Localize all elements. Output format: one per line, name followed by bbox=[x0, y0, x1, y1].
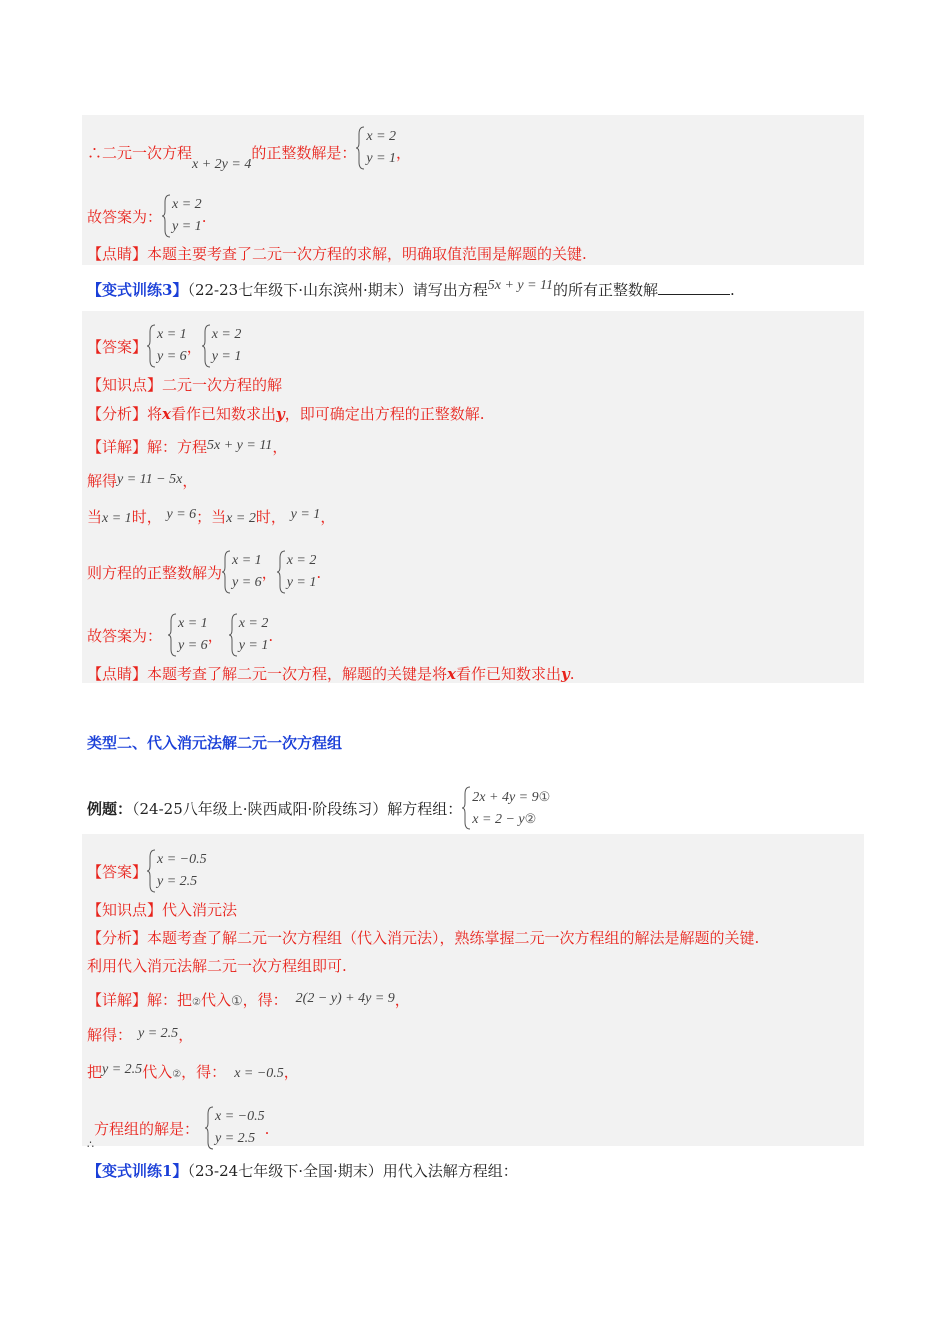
equation-system: x = 2 y = 1 bbox=[229, 613, 269, 657]
equation-system: x = 1 y = 6 bbox=[222, 550, 262, 594]
case-line: 当x = 1时， y = 6；当x = 2时， y = 1， bbox=[87, 507, 336, 526]
equation-system: x = 2 y = 1 bbox=[277, 550, 317, 594]
final-solution-line: ∴方程组的解是： x = −0.5 y = 2.5 . bbox=[87, 1108, 269, 1152]
conclusion-text: ∴二元一次方程 bbox=[87, 144, 193, 162]
equation: y = 11 − 5x bbox=[117, 472, 183, 487]
variant-training-3: 【变式训练3】（22-23七年级下·山东滨州·期末）请写出方程5x + y = 11的所有正整数解 . bbox=[87, 279, 735, 303]
equation-system: x = −0.5 y = 2.5 bbox=[205, 1106, 265, 1150]
equation-system: x = 2 y = 1 bbox=[356, 126, 396, 170]
detail-line: 【详解】解：方程5x + y = 11， bbox=[87, 436, 287, 460]
equation-system: x = 2 y = 1 bbox=[162, 194, 202, 238]
solve-line: 解得： y = 2.5， bbox=[87, 1024, 193, 1048]
detail-line: 【详解】解：把②代入①，得： 2(2 − y) + 4y = 9， bbox=[87, 989, 410, 1014]
analysis-line: 【分析】本题考查了解二元一次方程组（代入消元法），熟练掌握二元一次方程组的解法是解题的关键. bbox=[87, 929, 760, 947]
answer-label: 【答案】 bbox=[87, 863, 148, 881]
analysis-line-2: 利用代入消元法解二元一次方程组即可. bbox=[87, 957, 347, 975]
equation: 5x + y = 11 bbox=[207, 438, 273, 453]
variant-training-1: 【变式训练1】（23-24七年级下·全国·期末）用代入法解方程组： bbox=[87, 1162, 518, 1180]
equation: x + 2y = 4 bbox=[192, 157, 252, 172]
equation: 5x + y = 11 bbox=[487, 278, 554, 293]
answer-line: 故答案为： x = 2 y = 1 . bbox=[87, 196, 206, 240]
equation-system: x = 2 y = 1 bbox=[202, 324, 242, 368]
solve-line: 解得y = 11 − 5x， bbox=[87, 470, 197, 494]
answer-line: 故答案为： x = 1 y = 6 ， x = 2 y = 1 . bbox=[87, 615, 273, 659]
comment-line: 【点睛】本题主要考查了二元一次方程的求解，明确取值范围是解题的关键. bbox=[87, 245, 587, 263]
solution-line: 则方程的正整数解为 x = 1 y = 6 ， x = 2 y = 1 . bbox=[87, 552, 321, 596]
example-label: 例题： bbox=[87, 800, 133, 818]
conclusion-text: 的正整数解是： bbox=[251, 144, 357, 162]
equation: 2(2 − y) + 4y = 9 bbox=[295, 991, 395, 1006]
equation-system: x = 1 y = 6 bbox=[168, 613, 208, 657]
answer-blank bbox=[658, 280, 730, 295]
analysis-line: 【分析】将x看作已知数求出y，即可确定出方程的正整数解. bbox=[87, 405, 485, 423]
answer-line bbox=[87, 851, 207, 895]
knowledge-line: 【知识点】二元一次方程的解 bbox=[87, 376, 283, 394]
substitute-line: 把y = 2.5代入②，得： x = −0.5， bbox=[87, 1062, 299, 1081]
equation-system: 2x + 4y = 9① x = 2 − y② bbox=[462, 786, 550, 830]
answer-label: 【答案】 bbox=[87, 338, 148, 356]
answer-line: 【答案】 x = 1 y = 6 ， x = 2 y = 1 bbox=[87, 326, 241, 370]
variant-tag: 【变式训练3】 bbox=[87, 281, 188, 299]
equation: y = 2.5 bbox=[138, 1026, 179, 1041]
conclusion-line: ∴二元一次方程x + 2y = 4的正整数解是： x = 2 y = 1 ， bbox=[87, 132, 411, 176]
comment-line: 【点睛】本题考查了解二元一次方程，解题的关键是将x看作已知数求出y. bbox=[87, 665, 575, 683]
variant-tag: 【变式训练1】 bbox=[87, 1162, 188, 1180]
example-line: 例题：（24-25八年级上·陕西咸阳·阶段练习）解方程组： 2x + 4y = 9① x = 2 − y② bbox=[87, 788, 550, 832]
equation-system: x = −0.5 y = 2.5 bbox=[147, 849, 207, 893]
section-heading: 类型二、代入消元法解二元一次方程组 bbox=[87, 734, 343, 752]
equation-system: x = 1 y = 6 bbox=[147, 324, 187, 368]
knowledge-line: 【知识点】代入消元法 bbox=[87, 901, 238, 919]
